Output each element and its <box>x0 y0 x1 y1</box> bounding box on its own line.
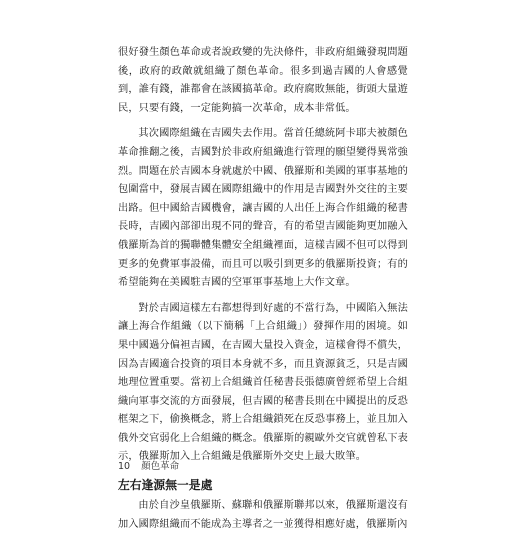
book-title: 顏色革命 <box>141 461 180 472</box>
page-number: 10 <box>118 461 131 472</box>
section-paragraph: 由於自沙皇俄羅斯、蘇聯和俄羅斯聯邦以來，俄羅斯還沒有加入國際組織而不能成為主導者之一並獲得相應好處，俄羅斯內 <box>118 500 408 530</box>
body-paragraph-2: 其次國際組織在吉國失去作用。當首任總統阿卡耶夫被顏色革命推翻之後，吉國對於非政府組織進行管理的願望變得異常強烈。問題在於吉國本身就處於中國、俄羅斯和美國的軍事基地的包圍當中，發展吉國在國際組織中的作用是吉國對外交往的主要出路。但中國給吉國機會，讓吉國的人出任上海合作組織的秘書長時，吉國內部卻出現不同的聲音，有的希望吉國能夠更加融入俄羅斯為首的獨聯體集體安全組織裡面，這樣吉國不但可以得到更多的免費軍事設備，而且可以吸引到更多的俄羅斯投資；有的希望能夠在美國駐吉國的空軍軍事基地上大作文章。 <box>118 128 408 289</box>
page-footer <box>118 458 187 472</box>
paragraph-gap <box>118 118 408 125</box>
paragraph-gap <box>118 293 408 300</box>
section-heading: 左右逢源無一是處 <box>118 478 213 493</box>
body-paragraph-3: 對於吉國這樣左右都想得到好處的不當行為，中國陷入無法讓上海合作組織（以下簡稱「上合組織」）發揮作用的困境。如果中國過分偏袒吉國，在吉國大量投入資金，這樣會得不償失，因為吉國適合投資的項目本身就不多，而且資源貧乏，只是吉國地理位置重要。當初上合組織首任秘書長張德廣曾經希望上合組織向軍事交流的方面發展，但吉國的秘書長則在中國提出的反恐框架之下，偷換概念，將上合組織鎖死在反恐事務上，並且加入俄外交官弱化上合組織的概念。俄羅斯的親歐外交官就曾私下表示，俄羅斯加入上合組織是俄羅斯外交史上最大敗筆。 <box>118 302 408 463</box>
body-paragraph-1: 很好發生顏色革命或者說政變的先決條件，非政府組織發現問題後，政府的政敵就組織了顏色革命。很多到過吉國的人會感覺到，誰有錢，誰都會在該國搞革命。政府腐敗無能，街頭大量遊民，只要有錢，一定能夠搞一次革命，成本非常低。 <box>118 47 408 114</box>
